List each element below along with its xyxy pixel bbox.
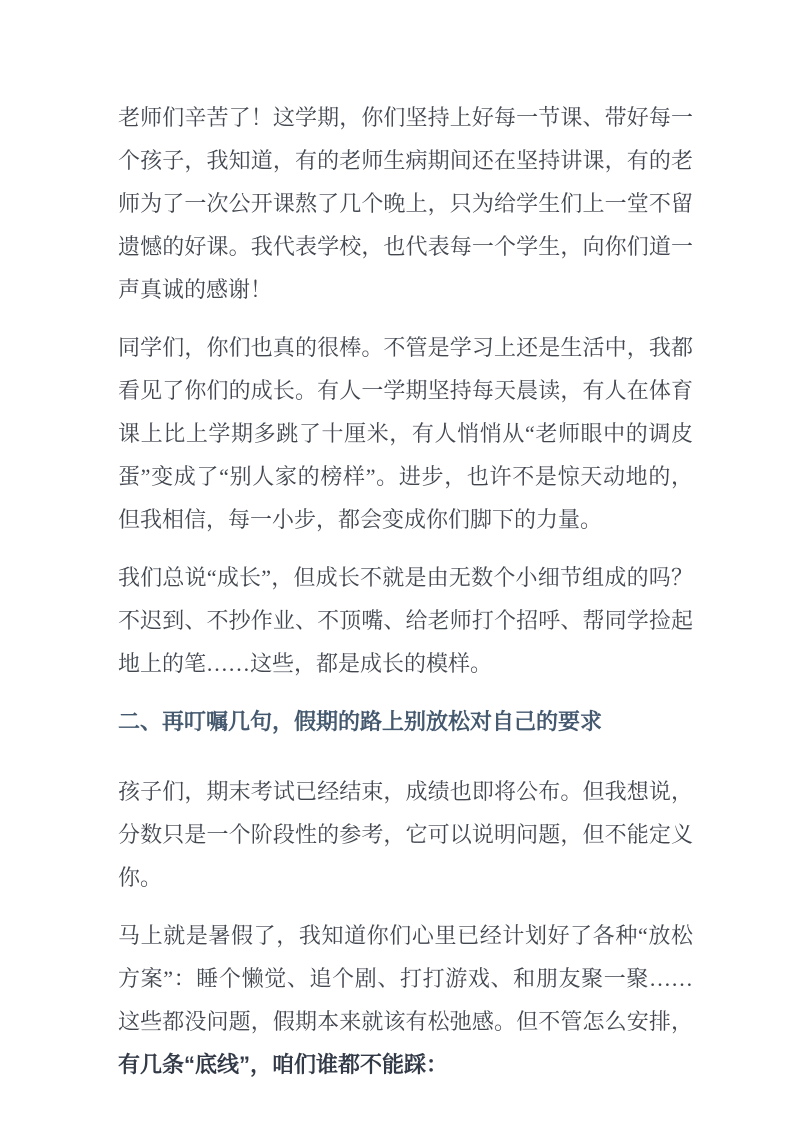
paragraph-teachers-thanks: 老师们辛苦了！这学期，你们坚持上好每一节课、带好每一个孩子，我知道，有的老师生病期间还在坚持讲课，有的老师为了一次公开课熬了几个晚上，只为给学生们上一堂不留遗憾的好课。我代表学校，也代表每一个学生，向你们道一声真诚的感谢！ xyxy=(118,105,693,302)
paragraph-growth-details: 我们总说“成长”，但成长不就是由无数个小细节组成的吗？不迟到、不抄作业、不顶嘴、给老师打个招呼、帮同学捡起地上的笔……这些，都是成长的模样。 xyxy=(118,565,693,676)
paragraph-summer-plans-normal-text: 马上就是暑假了，我知道你们心里已经计划好了各种“放松方案”：睡个懒觉、追个剧、打打游戏、和朋友聚一聚……这些都没问题，假期本来就该有松弛感。但不管怎么安排， xyxy=(118,923,693,1034)
paragraph-summer-plans xyxy=(118,914,693,1086)
section-heading-two: 二、再叮嘱几句，假期的路上别放松对自己的要求 xyxy=(118,709,603,734)
paragraph-summer-plans-bold-text: 有几条“底线”，咱们谁都不能踩： xyxy=(118,1052,449,1077)
paragraph-exam-scores: 孩子们，期末考试已经结束，成绩也即将公布。但我想说，分数只是一个阶段性的参考，它可以说明问题，但不能定义你。 xyxy=(118,779,693,890)
paragraph-students-praise: 同学们，你们也真的很棒。不管是学习上还是生活中，我都看见了你们的成长。有人一学期坚持每天晨读，有人在体育课上比上学期多跳了十厘米，有人悄悄从“老师眼中的调皮蛋”变成了“别人家的榜样”。进步，也许不是惊天动地的，但我相信，每一小步，都会变成你们脚下的力量。 xyxy=(118,335,693,532)
